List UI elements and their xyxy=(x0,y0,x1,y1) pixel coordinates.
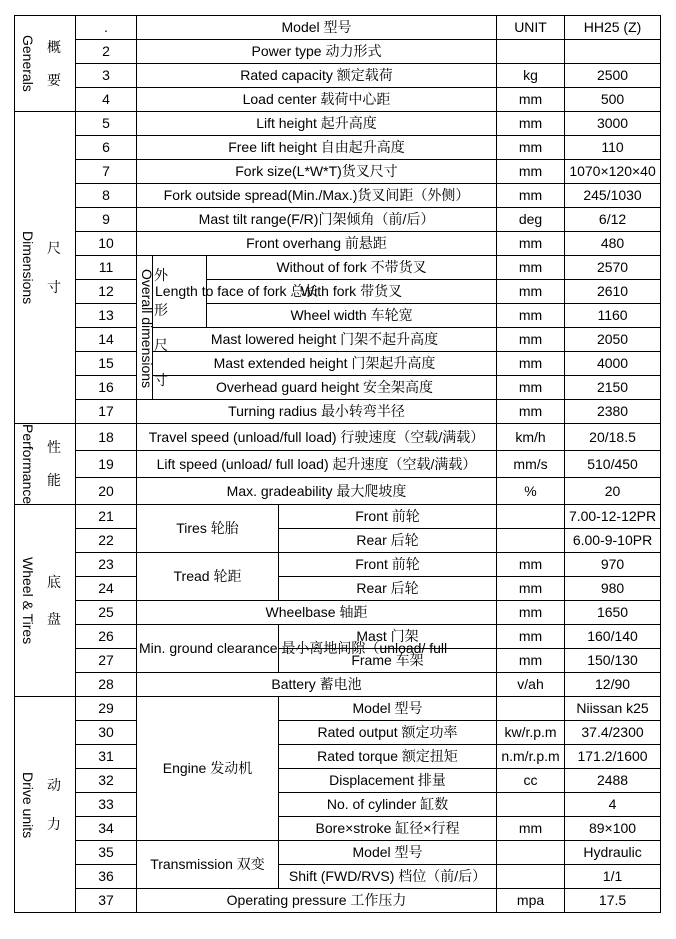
row-value: 4 xyxy=(565,793,661,817)
row-item: Turning radius 最小转弯半径 xyxy=(137,400,497,424)
row-item: Front 前轮 xyxy=(279,505,497,529)
row-value: 980 xyxy=(565,577,661,601)
row-value: 2050 xyxy=(565,328,661,352)
row-value: 245/1030 xyxy=(565,184,661,208)
tread-label: Tread 轮距 xyxy=(137,553,279,601)
category-cn-char: 动 xyxy=(47,776,61,793)
row-number: 30 xyxy=(76,721,137,745)
category-en-label: Dimensions xyxy=(20,230,36,305)
row-value: 2570 xyxy=(565,256,661,280)
row-number: 15 xyxy=(76,352,137,376)
row-value: 6.00-9-10PR xyxy=(565,529,661,553)
row-item: Model 型号 xyxy=(279,697,497,721)
row-item: Rear 后轮 xyxy=(279,529,497,553)
row-unit xyxy=(497,697,565,721)
row-item: Rear 后轮 xyxy=(279,577,497,601)
category-generals xyxy=(15,16,76,112)
row-value: 160/140 xyxy=(565,625,661,649)
row-number: 2 xyxy=(76,40,137,64)
row-number: 29 xyxy=(76,697,137,721)
row-item: Fork outside spread(Min./Max.)货叉间距（外侧） xyxy=(137,184,497,208)
row-unit: mm xyxy=(497,280,565,304)
row-item: Rated capacity 额定载荷 xyxy=(137,64,497,88)
row-unit: mm xyxy=(497,232,565,256)
row-item: Lift speed (unload/ full load) 起升速度（空载/满载） xyxy=(137,451,497,478)
overall-cn-char: 形 xyxy=(154,301,168,318)
row-item: Operating pressure 工作压力 xyxy=(137,889,497,913)
row-unit xyxy=(497,793,565,817)
row-value: 7.00-12-12PR xyxy=(565,505,661,529)
category-cn-char: 概 xyxy=(47,38,61,55)
row-number: 17 xyxy=(76,400,137,424)
row-unit xyxy=(497,505,565,529)
row-unit xyxy=(497,841,565,865)
row-number: 3 xyxy=(76,64,137,88)
header-item: Model 型号 xyxy=(137,16,497,40)
overall-dimensions-group xyxy=(137,256,168,400)
row-item: Frame 车架 xyxy=(279,649,497,673)
category-drive-units xyxy=(15,697,76,913)
row-item: Without of fork 不带货叉 xyxy=(207,256,497,280)
row-number: . xyxy=(76,16,137,40)
row-unit: mm xyxy=(497,184,565,208)
category-en-label: Generals xyxy=(20,35,36,92)
row-number: 28 xyxy=(76,673,137,697)
row-value: 500 xyxy=(565,88,661,112)
row-item: Front overhang 前悬距 xyxy=(137,232,497,256)
row-value: 2500 xyxy=(565,64,661,88)
category-cn-char: 要 xyxy=(47,71,61,88)
row-unit: km/h xyxy=(497,424,565,451)
row-value xyxy=(565,40,661,64)
row-item: Lift height 起升高度 xyxy=(137,112,497,136)
row-unit: cc xyxy=(497,769,565,793)
row-value: 510/450 xyxy=(565,451,661,478)
category-dimensions xyxy=(15,112,76,424)
row-item: Mast 门架 xyxy=(279,625,497,649)
row-value: 480 xyxy=(565,232,661,256)
header-value: HH25 (Z) xyxy=(565,16,661,40)
row-value: Niissan k25 xyxy=(565,697,661,721)
row-item: Fork size(L*W*T)货叉尺寸 xyxy=(137,160,497,184)
row-item: Travel speed (unload/full load) 行驶速度（空载/满载） xyxy=(137,424,497,451)
tires-label: Tires 轮胎 xyxy=(137,505,279,553)
row-number: 22 xyxy=(76,529,137,553)
row-value: 20/18.5 xyxy=(565,424,661,451)
row-unit xyxy=(497,865,565,889)
ground-clearance-label: Min. ground clearance 最小离地间隙（unload/ full xyxy=(137,625,279,673)
row-number: 12 xyxy=(76,280,137,304)
row-item: Mast tilt range(F/R)门架倾角（前/后） xyxy=(137,208,497,232)
row-number: 5 xyxy=(76,112,137,136)
row-unit: mm xyxy=(497,400,565,424)
row-number: 18 xyxy=(76,424,137,451)
row-number: 23 xyxy=(76,553,137,577)
row-value: 1070×120×40 xyxy=(565,160,661,184)
row-number: 11 xyxy=(76,256,137,280)
row-item: Load center 载荷中心距 xyxy=(137,88,497,112)
row-unit: mpa xyxy=(497,889,565,913)
row-value: 2488 xyxy=(565,769,661,793)
row-number: 10 xyxy=(76,232,137,256)
header-unit: UNIT xyxy=(497,16,565,40)
category-cn-char: 寸 xyxy=(47,278,61,295)
row-item: Power type 动力形式 xyxy=(137,40,497,64)
row-number: 16 xyxy=(76,376,137,400)
row-value: 2380 xyxy=(565,400,661,424)
row-unit: deg xyxy=(497,208,565,232)
row-number: 8 xyxy=(76,184,137,208)
category-cn-char: 尺 xyxy=(47,239,61,256)
row-unit xyxy=(497,40,565,64)
row-unit: mm/s xyxy=(497,451,565,478)
row-unit: mm xyxy=(497,112,565,136)
row-number: 13 xyxy=(76,304,137,328)
category-cn-char: 性 xyxy=(47,439,61,456)
row-unit: mm xyxy=(497,256,565,280)
row-number: 24 xyxy=(76,577,137,601)
row-number: 20 xyxy=(76,478,137,505)
row-number: 35 xyxy=(76,841,137,865)
row-unit: mm xyxy=(497,352,565,376)
row-item: Displacement 排量 xyxy=(279,769,497,793)
row-value: 110 xyxy=(565,136,661,160)
row-unit: mm xyxy=(497,601,565,625)
row-unit: mm xyxy=(497,376,565,400)
row-item: Wheel width 车轮宽 xyxy=(207,304,497,328)
row-unit: mm xyxy=(497,553,565,577)
row-item: With fork 带货叉 xyxy=(207,280,497,304)
row-item: Battery 蓄电池 xyxy=(137,673,497,697)
row-number: 33 xyxy=(76,793,137,817)
row-value: 1650 xyxy=(565,601,661,625)
overall-dimensions-label: Overall dimensions xyxy=(139,268,155,389)
row-unit: % xyxy=(497,478,565,505)
row-number: 21 xyxy=(76,505,137,529)
row-value: Hydraulic xyxy=(565,841,661,865)
row-unit: mm xyxy=(497,625,565,649)
row-number: 32 xyxy=(76,769,137,793)
row-unit: mm xyxy=(497,328,565,352)
row-unit: mm xyxy=(497,817,565,841)
category-cn-char: 底 xyxy=(47,573,61,590)
row-item: Rated output 额定功率 xyxy=(279,721,497,745)
row-value: 171.2/1600 xyxy=(565,745,661,769)
row-unit: mm xyxy=(497,577,565,601)
length-to-face-label: Length to face of fork 总长 xyxy=(153,256,207,328)
transmission-label: Transmission 双变 xyxy=(137,841,279,889)
overall-cn-char: 外 xyxy=(154,266,168,283)
row-number: 27 xyxy=(76,649,137,673)
category-wheel-tires xyxy=(15,505,76,697)
row-item: Model 型号 xyxy=(279,841,497,865)
category-en-label: Drive units xyxy=(20,771,36,838)
row-value: 150/130 xyxy=(565,649,661,673)
overall-cn-char: 寸 xyxy=(154,371,168,388)
row-number: 19 xyxy=(76,451,137,478)
category-en-label: Wheel & Tires xyxy=(20,557,36,645)
row-value: 12/90 xyxy=(565,673,661,697)
category-performance xyxy=(15,424,76,505)
row-item: Free lift height 自由起升高度 xyxy=(137,136,497,160)
row-unit: n.m/r.p.m xyxy=(497,745,565,769)
row-unit: mm xyxy=(497,136,565,160)
overall-cn-char: 尺 xyxy=(154,336,168,353)
row-value: 970 xyxy=(565,553,661,577)
row-value: 37.4/2300 xyxy=(565,721,661,745)
category-cn-char: 力 xyxy=(47,815,61,832)
row-number: 31 xyxy=(76,745,137,769)
spec-table xyxy=(14,15,661,913)
row-item: Mast extended height 门架起升高度 xyxy=(153,352,497,376)
row-number: 26 xyxy=(76,625,137,649)
row-value: 20 xyxy=(565,478,661,505)
row-item: Overhead guard height 安全架高度 xyxy=(153,376,497,400)
row-number: 9 xyxy=(76,208,137,232)
row-unit: mm xyxy=(497,88,565,112)
row-value: 2610 xyxy=(565,280,661,304)
row-item: Bore×stroke 缸径×行程 xyxy=(279,817,497,841)
row-item: Rated torque 额定扭矩 xyxy=(279,745,497,769)
row-value: 6/12 xyxy=(565,208,661,232)
row-number: 36 xyxy=(76,865,137,889)
row-item: Mast lowered height 门架不起升高度 xyxy=(153,328,497,352)
category-cn-char: 盘 xyxy=(47,610,61,627)
row-unit: mm xyxy=(497,649,565,673)
row-value: 3000 xyxy=(565,112,661,136)
engine-label: Engine 发动机 xyxy=(137,697,279,841)
row-number: 7 xyxy=(76,160,137,184)
row-value: 1/1 xyxy=(565,865,661,889)
row-value: 2150 xyxy=(565,376,661,400)
row-number: 6 xyxy=(76,136,137,160)
row-unit: mm xyxy=(497,304,565,328)
row-item: Shift (FWD/RVS) 档位（前/后） xyxy=(279,865,497,889)
row-number: 4 xyxy=(76,88,137,112)
row-value: 89×100 xyxy=(565,817,661,841)
row-unit xyxy=(497,529,565,553)
row-number: 25 xyxy=(76,601,137,625)
category-en-label: Performance xyxy=(20,424,36,505)
row-item: Front 前轮 xyxy=(279,553,497,577)
row-value: 17.5 xyxy=(565,889,661,913)
row-unit: kw/r.p.m xyxy=(497,721,565,745)
row-number: 34 xyxy=(76,817,137,841)
row-item: No. of cylinder 缸数 xyxy=(279,793,497,817)
row-number: 14 xyxy=(76,328,137,352)
row-item: Max. gradeability 最大爬坡度 xyxy=(137,478,497,505)
row-value: 1160 xyxy=(565,304,661,328)
row-unit: mm xyxy=(497,160,565,184)
row-item: Wheelbase 轴距 xyxy=(137,601,497,625)
category-cn-char: 能 xyxy=(47,472,61,489)
row-unit: v/ah xyxy=(497,673,565,697)
row-value: 4000 xyxy=(565,352,661,376)
row-number: 37 xyxy=(76,889,137,913)
row-unit: kg xyxy=(497,64,565,88)
